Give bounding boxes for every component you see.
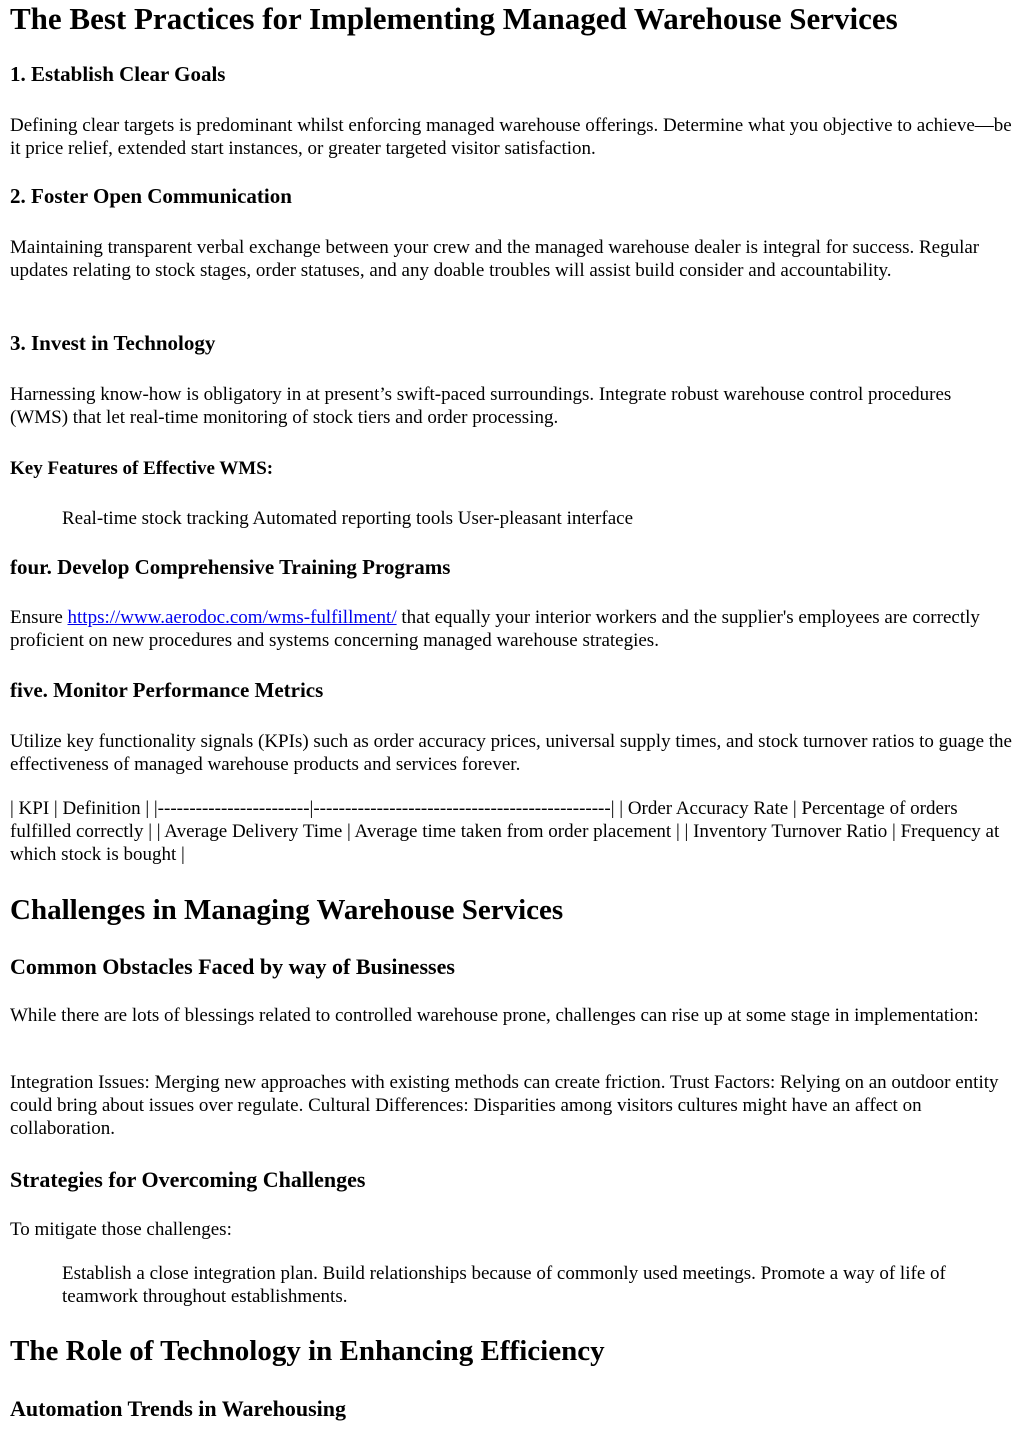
automation-trends-heading: Automation Trends in Warehousing — [10, 1396, 347, 1421]
section-body-metrics: Utilize key functionality signals (KPIs) such as order accuracy prices, universal supply times, and stock turnover ratios to guage the effectiveness of managed warehouse products and services forever. — [10, 731, 1012, 775]
obstacles-heading: Common Obstacles Faced by way of Businesses — [10, 954, 455, 979]
obstacles-list: Integration Issues: Merging new approaches with existing methods can create friction. Trust Factors: Relying on an outdoor entity could bring about issues over regulate. Cultural Differences: Disparities among visitors cultures might have an affect on collaboration. — [10, 1072, 999, 1139]
obstacles-intro: While there are lots of blessings related to controlled warehouse prone, challenges can rise up at some stage in implementation: — [10, 1005, 979, 1026]
wms-features-list: Real-time stock tracking Automated reporting tools User-pleasant interface — [62, 508, 634, 529]
wms-fulfillment-link[interactable]: https://www.aerodoc.com/wms-fulfillment/ — [67, 607, 397, 628]
section-body-goals: Defining clear targets is predominant whilst enforcing managed warehouse offerings. Determine what you objective to achieve—be it price relief, extended start instances, or greater targeted visitor satisfaction. — [10, 115, 1012, 159]
kpi-table-text: | KPI | Definition | |------------------------|-----------------------------------------------| | Order Accuracy Rate | Percentage of orders fulfilled correctly | | Average Delivery Time | Average time taken from order placement | | Inventory Turnover Ratio | Frequency at which stock is bought | — [10, 798, 1000, 865]
section-heading-communication: 2. Foster Open Communication — [10, 184, 292, 208]
section-heading-training: four. Develop Comprehensive Training Programs — [10, 555, 451, 579]
strategies-list: Establish a close integration plan. Build relationships because of commonly used meetings. Promote a way of life of teamwork throughout establishments. — [62, 1263, 946, 1307]
section-heading-technology: 3. Invest in Technology — [10, 331, 216, 355]
technology-role-heading: The Role of Technology in Enhancing Efficiency — [10, 1335, 605, 1367]
section-body-communication: Maintaining transparent verbal exchange between your crew and the managed warehouse dealer is integral for success. Regular updates relating to stock stages, order statuses, and any doable troubles will assist build consider and accountability. — [10, 237, 980, 281]
strategies-heading: Strategies for Overcoming Challenges — [10, 1167, 366, 1192]
training-text-before: Ensure — [10, 607, 68, 628]
section-heading-goals: 1. Establish Clear Goals — [10, 62, 226, 86]
section-body-training — [10, 606, 1014, 652]
section-body-technology: Harnessing know-how is obligatory in at present’s swift-paced surroundings. Integrate robust warehouse control procedures (WMS) that let real-time monitoring of stock tiers and order processing. — [10, 384, 952, 428]
training-text-after: that equally your interior workers and the supplier's employees are correctly proficient on new procedures and systems concerning managed warehouse strategies. — [10, 607, 980, 651]
strategies-intro: To mitigate those challenges: — [10, 1219, 232, 1240]
challenges-heading: Challenges in Managing Warehouse Services — [10, 894, 564, 926]
wms-features-heading: Key Features of Effective WMS: — [10, 458, 274, 479]
section-heading-metrics: five. Monitor Performance Metrics — [10, 678, 324, 702]
page-title: The Best Practices for Implementing Managed Warehouse Services — [10, 1, 898, 36]
